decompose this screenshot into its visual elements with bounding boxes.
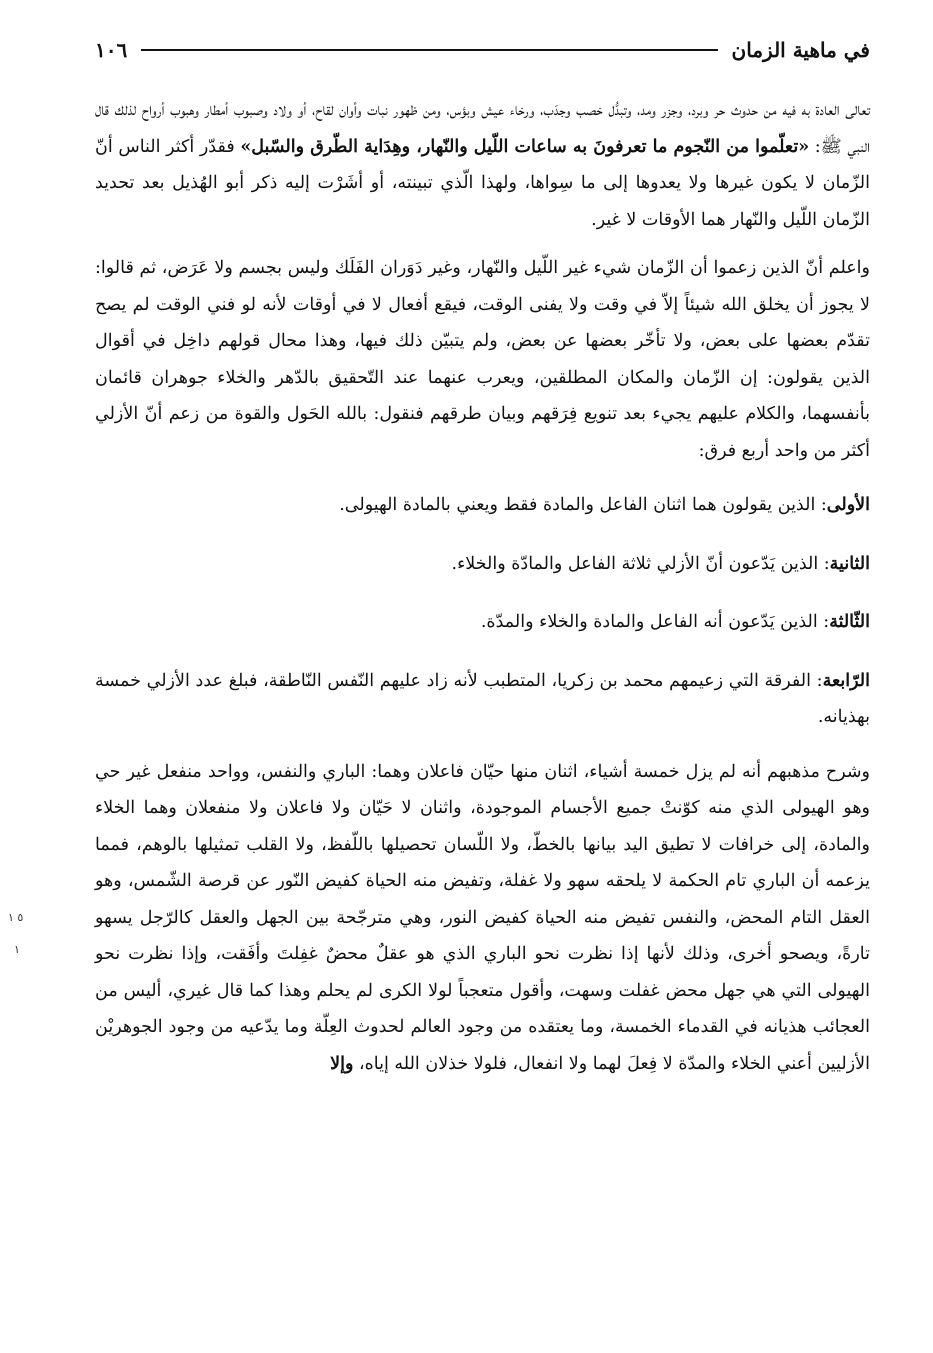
sect-text: : الذين يَدّعون أنه الفاعل والمادة والخلاء والمدّة.: [480, 612, 830, 632]
chapter-title: في ماهية الزمان: [731, 38, 870, 62]
sect-label: الرّابعة: [822, 670, 870, 691]
paragraph-2: واعلم أنّ الذين زعموا أن الزّمان شيء غير اللّيل والنّهار، وغير دَوَران الفَلَك وليس بجسم ولا عَرَض، ثم قالوا: لا يجوز أن يخلق الله شيئاً إلاّ في وقت ولا يفنى الوقت، فيقع أفعال لا في أوقات لأنه لو فني الوقت لم يصح تقدّم بعضها على بعض، ولا تأخّر بعضها عن بعض، ولم يتبيّن ذلك فيها، وهذا محال قولهم داخِل في أقوال الذين يقولون: إن الزّمان والمكان المطلقين، ويعرب عنهما عند التّحقيق بالدّهر والخلاء جوهران قائمان بأنفسهما، والكلام عليهم يجيء بعد تنويع فِرَقهم وبيان طرقهم فنقول: بالله الحَول والقوة من زعم أنّ الأزلي أكثر من واحد أربع فرق:: [95, 258, 870, 461]
paragraph-1-text-a: تعالى العادة به فيه من حدوث حر وبرد، وجزر ومد، وتبدُّل خصب وجدَب، ورخاء عيش وبؤس، ومن ظهور نبات وأوان لقاح، أو ولاد وصبوب أمطار وهبوب أرواح لذلك قال النبي ﷺ:: [95, 100, 870, 157]
paragraph-1: [95, 92, 870, 238]
sect-label: الثّالثة: [829, 612, 870, 632]
book-page: [95, 30, 870, 1330]
sect-text: : الذين يَدّعون أنّ الأزلي ثلاثة الفاعل والمادّة والخلاء.: [451, 553, 830, 574]
paragraph-3-text: وشرح مذهبهم أنه لم يزل خمسة أشياء، اثنان منها حيّان فاعلان وهما: الباري والنفس، وواحد منفعل غير حي وهو الهيولى الذي منه كوّنتْ جميع الأجسام الموجودة، واثنان لا حَيّان ولا فاعلان ولا منفعلان وهما الخلاء والمادة، إلى خرافات لا تطيق اليد بيانها بالخطّ، ولا اللّسان تحصيلها باللّفظ، ولا القلب تمثيلها بالوهم، فمما يزعمه أن الباري تام الحكمة لا يلحقه سهو ولا غفلة، وتفيض منه الحياة كفيض النّور عن قرصة الشّمس، وهو العقل التام المحض، والنفس تفيض منه الحياة كفيض النور، وهي مترجّحة بين الجهل والعقل كالرّجل يسهو تارةً، ويصحو أخرى، وذلك لأنها إذا نظرت نحو الباري الذي هو عقلٌ محضٌ غفِلتَ وأفَقت، وإذا نظرت نحو الهيولى التي هي جهل محض غفلت وسهت، وأقول متعجباً لولا الكرى لم يحلم وهذا كما قال غيري، أليس من العجائب هذيانه في القدماء الخمسة، وما يعتقده من وجود العالم لحدوث العِلّة وما يدّعيه من وجود الجوهريْن الأزليين أعني الخلاء والمدّة لا فِعلَ لهما ولا انفعال، فلولا خذلان الله إياه،: [95, 761, 870, 1074]
sect-item-4: [95, 663, 870, 736]
sect-text: : الذين يقولون هما اثنان الفاعل والمادة فقط ويعني بالمادة الهيولى.: [339, 495, 827, 515]
page-number: ١٠٦: [95, 38, 128, 62]
paragraph-3: [95, 754, 870, 1083]
sect-item-2: [95, 546, 870, 583]
margin-note-a: ٥ ١: [8, 911, 24, 924]
sect-text: : الفرقة التي زعيمهم محمد بن زكريا، المتطبب لأنه زاد عليهم النّفس النّاطقة، فبلغ عدد الأزلي خمسة بهذيانه.: [95, 670, 870, 727]
hadith-quote: «تعلّموا من النّجوم ما تعرفونَ به ساعات اللّيل والنّهار، وهِدَاية الطّرق والسّبل»: [240, 136, 810, 157]
sect-label: الثانية: [829, 553, 870, 574]
sect-label: الأولى: [826, 495, 870, 515]
paragraph-3-end: وإلا: [330, 1053, 354, 1074]
paragraph-1-text-b: فقدّر أكثر الناس أنّ الزّمان لا يكون غيرها ولا يعدوها إلى ما سِواها، ولهذا الّذي تبينته، أو أشَرْت إليه ذكر أبو الهُذيل بعد تحديد الزّمان اللّيل والنّهار هما الأوقات لا غير.: [95, 136, 870, 230]
header-rule: [141, 49, 717, 51]
margin-note-b: ١: [14, 943, 20, 956]
sect-item-3: [95, 604, 870, 641]
sect-item-1: [95, 487, 870, 524]
running-header: [95, 30, 870, 70]
